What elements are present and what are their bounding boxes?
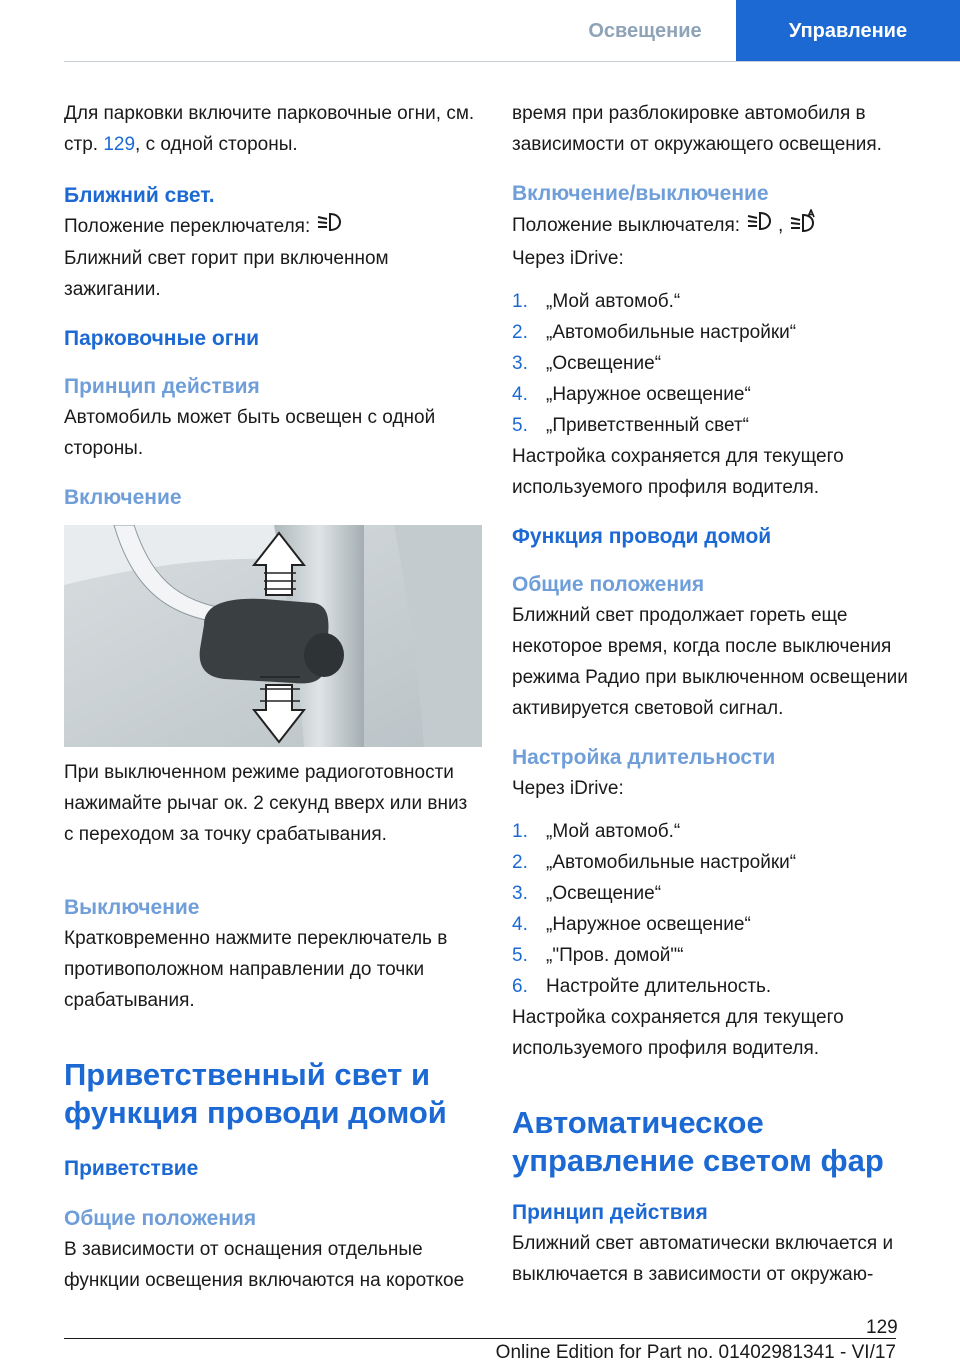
- parking-note-text: Для парковки включите парковочные огни, см. стр.: [64, 103, 475, 155]
- list-item: 4. „Наружное освещение“: [512, 384, 751, 405]
- list-item: 5. „"Пров. домой"“: [512, 945, 684, 966]
- auto-headlight-icon: [789, 209, 817, 243]
- welcome-light-steps: [512, 286, 928, 441]
- via-idrive: Через iDrive:: [512, 248, 624, 269]
- edition-note: Online Edition for Part no. 01402981341 - VI/17: [495, 1342, 896, 1363]
- heading-auto-headlight: Автоматическое управление светом фар: [512, 1105, 884, 1178]
- page-number: 129: [866, 1317, 898, 1338]
- heading-follow-me-home: Функция проводи домой: [512, 525, 772, 548]
- continuation-text: время при разблокировке автомобиля в зависимости от окружающего освещения.: [512, 103, 882, 155]
- parking-note: [64, 98, 482, 160]
- left-column: [64, 98, 482, 1296]
- parking-note-tail: , с одной стороны.: [135, 134, 298, 155]
- principle-text: Автомобиль может быть освещен с одной стороны.: [64, 407, 436, 459]
- switch-pos-label: Положение переключателя:: [64, 216, 311, 238]
- general-text: В зависимости от оснащения отдельные функции освещения включаются на короткое: [64, 1239, 465, 1291]
- via-idrive-2: Через iDrive:: [512, 778, 624, 799]
- list-item: 1. „Мой автомоб.“: [512, 821, 681, 842]
- list-item: 5. „Приветственный свет“: [512, 415, 749, 436]
- switch-positions: [512, 209, 928, 243]
- low-beam-icon: [316, 211, 342, 243]
- profile-saved-text-2: Настройка сохраняется для текущего используемого профиля водителя.: [512, 1007, 844, 1059]
- profile-saved-text: Настройка сохраняется для текущего используемого профиля водителя.: [512, 446, 844, 498]
- header-chapter-tab[interactable]: Управление: [736, 0, 960, 62]
- switch-on-text: При выключенном режиме радиоготовности нажимайте рычаг ок. 2 секунд вверх или вниз с переходом за точку срабатывания.: [64, 762, 468, 845]
- heading-general: Общие положения: [64, 1207, 257, 1230]
- header-section-tab[interactable]: Освещение: [588, 19, 702, 42]
- heading-switch-on: Включение: [64, 486, 182, 509]
- heading-welcome-light: Приветственный свет и функция проводи домой: [64, 1057, 447, 1130]
- low-beam-switch-position: [64, 211, 482, 243]
- heading-welcome: Приветствие: [64, 1157, 199, 1180]
- list-item: 1. „Мой автомоб.“: [512, 291, 681, 312]
- low-beam-text: Ближний свет горит при включенном зажигании.: [64, 248, 389, 300]
- heading-general-2: Общие положения: [512, 573, 705, 596]
- right-column: [512, 98, 928, 1290]
- turn-signal-lever-photo: [64, 525, 482, 747]
- heading-duration: Настройка длительности: [512, 746, 776, 769]
- follow-me-home-text: Ближний свет продолжает гореть еще некоторое время, когда после выключения режима Радио при выключенном освещении активируется световой сигнал.: [512, 605, 908, 719]
- switch-off-text: Кратковременно нажмите переключатель в противоположном направлении до точки срабатывания.: [64, 928, 448, 1011]
- header-rule: [64, 61, 960, 62]
- page-header: [0, 0, 960, 62]
- heading-switch-off: Выключение: [64, 896, 200, 919]
- heading-principle-2: Принцип действия: [512, 1201, 708, 1224]
- switch-pos-label: Положение выключателя:: [512, 215, 741, 237]
- auto-headlight-text: Ближний свет автоматически включается и выключается в зависимости от окружаю-: [512, 1233, 894, 1285]
- heading-on-off: Включение/выключение: [512, 182, 769, 205]
- low-beam-icon: [746, 210, 772, 242]
- list-item: 3. „Освещение“: [512, 353, 662, 374]
- footer-rule: [64, 1338, 896, 1339]
- heading-parking-lights: Парковочные огни: [64, 327, 260, 350]
- list-item: 6. Настройте длительность.: [512, 976, 772, 997]
- heading-principle: Принцип действия: [64, 375, 260, 398]
- list-item: 2. „Автомобильные настройки“: [512, 322, 797, 343]
- list-item: 2. „Автомобильные настройки“: [512, 852, 797, 873]
- separator: ,: [778, 215, 784, 237]
- duration-steps: [512, 816, 928, 1002]
- heading-low-beam: Ближний свет.: [64, 184, 215, 207]
- list-item: 3. „Освещение“: [512, 883, 662, 904]
- list-item: 4. „Наружное освещение“: [512, 914, 751, 935]
- page-link-129[interactable]: 129: [103, 134, 136, 155]
